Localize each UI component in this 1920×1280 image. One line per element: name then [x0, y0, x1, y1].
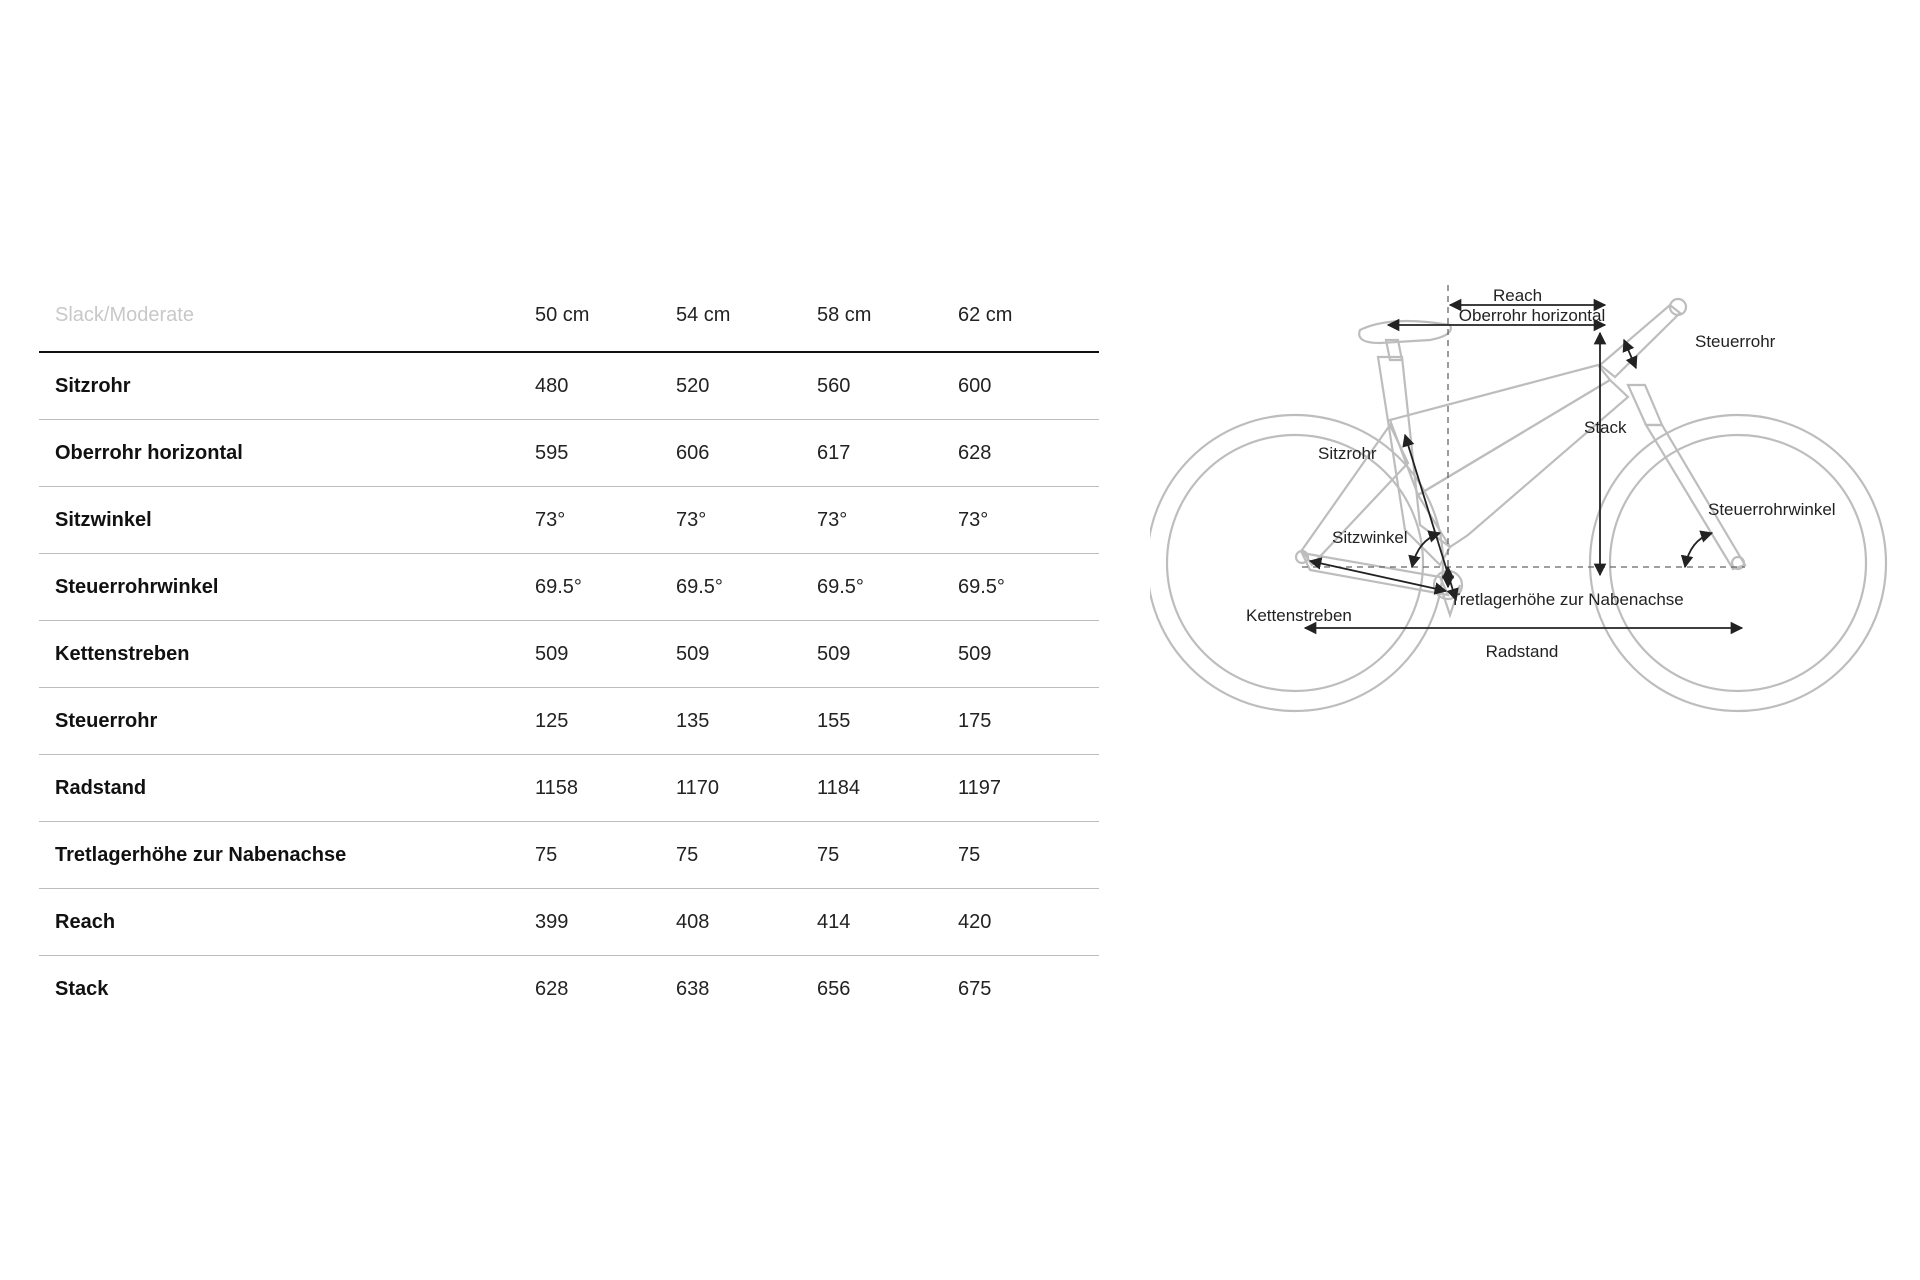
label-kettenstreben: Kettenstreben	[1246, 606, 1352, 625]
preset-label: Slack/Moderate	[39, 285, 535, 352]
cell-value: 69.5°	[958, 554, 1099, 621]
steuerrohr-arrow	[1624, 340, 1636, 368]
row-label: Oberrohr horizontal	[39, 420, 535, 487]
frame-chain-stay	[1302, 553, 1448, 595]
cell-value: 600	[958, 352, 1099, 420]
cell-value: 73°	[958, 487, 1099, 554]
label-sitzrohr: Sitzrohr	[1318, 444, 1377, 463]
label-oberrohr: Oberrohr horizontal	[1458, 306, 1606, 325]
cell-value: 520	[676, 352, 817, 420]
cell-value: 73°	[535, 487, 676, 554]
cell-value: 399	[535, 889, 676, 956]
table-row	[39, 889, 1099, 956]
label-tretlager: Tretlagerhöhe zur Nabenachse	[1450, 590, 1684, 609]
cell-value: 75	[535, 822, 676, 889]
cell-value: 509	[676, 621, 817, 688]
cell-value: 420	[958, 889, 1099, 956]
cell-value: 1170	[676, 755, 817, 822]
label-steuerrohr: Steuerrohr	[1695, 332, 1776, 351]
cell-value: 509	[535, 621, 676, 688]
fork	[1628, 385, 1662, 425]
cell-value: 69.5°	[817, 554, 958, 621]
cell-value: 408	[676, 889, 817, 956]
cell-value: 560	[817, 352, 958, 420]
table-row	[39, 755, 1099, 822]
label-reach: Reach	[1493, 286, 1543, 305]
row-label: Steuerrohr	[39, 688, 535, 755]
cell-value: 595	[535, 420, 676, 487]
table-header-row	[39, 285, 1099, 352]
cell-value: 69.5°	[535, 554, 676, 621]
cell-value: 628	[535, 977, 569, 1000]
cell-value: 69.5°	[676, 554, 817, 621]
front-wheel-inner	[1610, 435, 1866, 691]
table-row	[39, 822, 1099, 889]
cell-value: 675	[958, 977, 992, 1000]
size-header: 58 cm	[817, 285, 958, 352]
cell-value: 656	[817, 977, 851, 1000]
cell-value: 73°	[676, 487, 817, 554]
rear-wheel-inner	[1167, 435, 1423, 691]
fork-lower	[1646, 425, 1745, 569]
bike-geometry-diagram	[1150, 285, 1890, 715]
size-header: 54 cm	[676, 285, 817, 352]
cell-value: 1197	[958, 755, 1099, 822]
cell-value: 606	[676, 420, 817, 487]
cell-value: 75	[676, 822, 817, 889]
table-row	[39, 621, 1099, 688]
row-label: Sitzrohr	[39, 352, 535, 420]
table-row	[39, 554, 1099, 621]
table-row	[39, 420, 1099, 487]
cell-value: 73°	[817, 487, 958, 554]
cell-value: 75	[817, 822, 958, 889]
size-header: 50 cm	[535, 285, 676, 352]
cell-value: 155	[817, 688, 958, 755]
row-label: Stack	[55, 977, 109, 1000]
cell-value: 638	[676, 977, 710, 1000]
row-label: Sitzwinkel	[39, 487, 535, 554]
size-header: 62 cm	[958, 285, 1099, 352]
stem-handlebar	[1600, 305, 1680, 377]
table-row	[39, 352, 1099, 420]
label-radstand: Radstand	[1485, 642, 1559, 661]
row-label: Radstand	[39, 755, 535, 822]
cell-value: 628	[958, 420, 1099, 487]
cell-value: 509	[958, 621, 1099, 688]
cell-value: 135	[676, 688, 817, 755]
cell-value: 75	[958, 822, 1099, 889]
frame-top-tube	[1390, 365, 1610, 495]
measurement-lines	[1305, 305, 1742, 628]
label-sitzwinkel: Sitzwinkel	[1332, 528, 1408, 547]
cell-value: 1158	[535, 755, 676, 822]
row-label: Reach	[39, 889, 535, 956]
cell-value: 1184	[817, 755, 958, 822]
geometry-table	[39, 285, 1099, 1022]
cell-value: 125	[535, 688, 676, 755]
table-row	[39, 688, 1099, 755]
row-label: Kettenstreben	[39, 621, 535, 688]
cell-value: 509	[817, 621, 958, 688]
table-row	[39, 956, 1099, 1023]
steuerrohrwinkel-arc	[1685, 533, 1712, 567]
table-row	[39, 487, 1099, 554]
label-steuerrohrwinkel: Steuerrohrwinkel	[1708, 500, 1836, 519]
row-label: Tretlagerhöhe zur Nabenachse	[39, 822, 535, 889]
cell-value: 480	[535, 352, 676, 420]
cell-value: 175	[958, 688, 1099, 755]
label-stack: Stack	[1584, 418, 1627, 437]
front-wheel-outer	[1590, 415, 1886, 711]
rear-wheel-outer	[1150, 415, 1443, 711]
row-label: Steuerrohrwinkel	[39, 554, 535, 621]
cell-value: 414	[817, 889, 958, 956]
cell-value: 617	[817, 420, 958, 487]
